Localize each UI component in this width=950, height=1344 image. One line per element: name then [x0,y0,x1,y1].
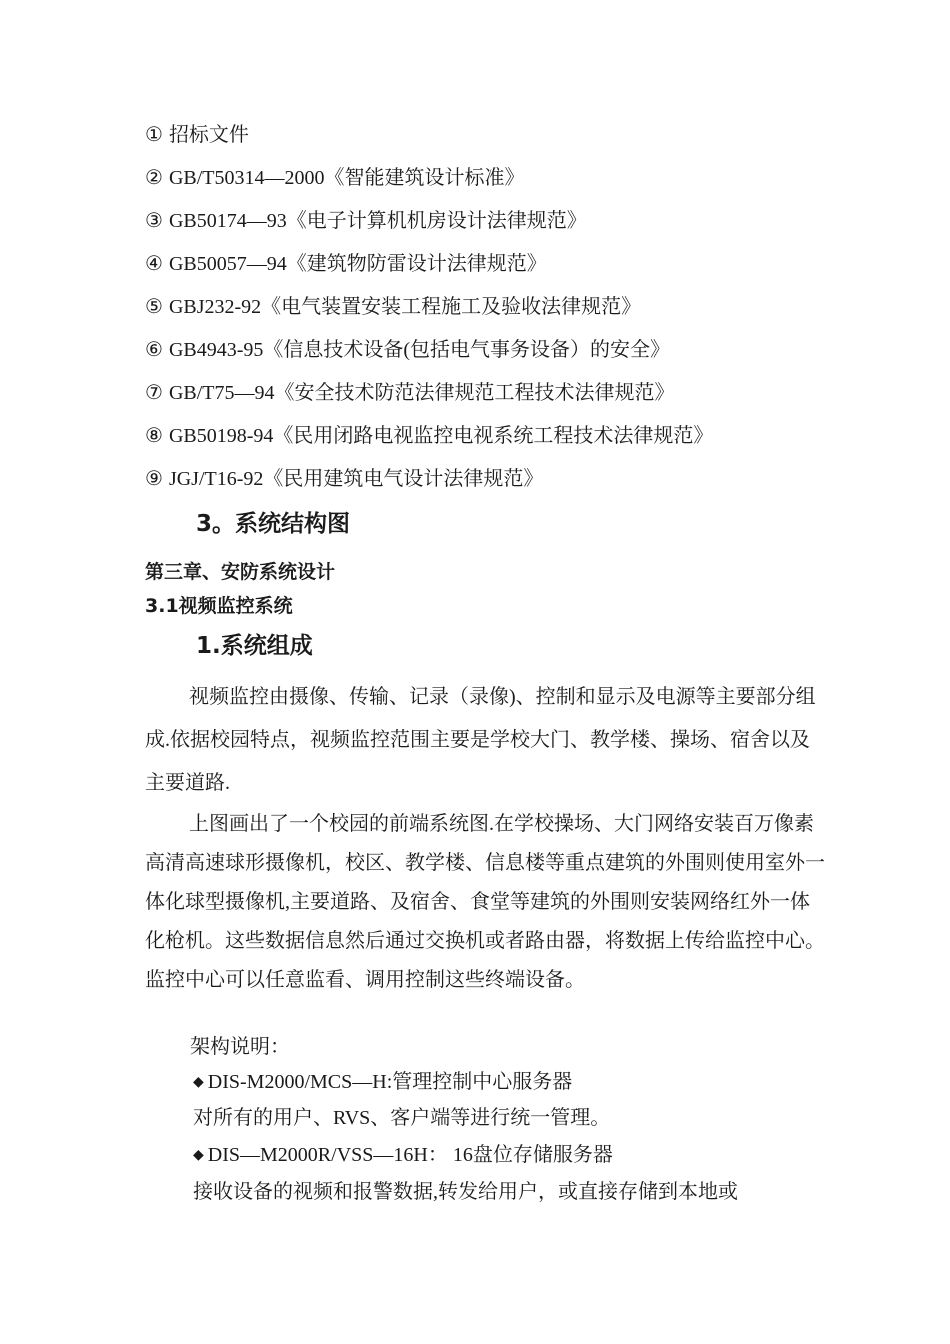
reference-item [145,418,713,461]
reference-text: GB50198-94《民用闭路电视监控电视系统工程技术法律规范》 [168,425,714,447]
reference-item [145,289,713,332]
architecture-item-desc: 对所有的用户、RVS、客户端等进行统一管理。 [193,1107,611,1129]
reference-number: ① [145,124,163,146]
reference-text: GB/T75—94《安全技术防范法律规范工程技术法律规范》 [168,382,675,404]
reference-text: 招标文件 [168,124,249,146]
architecture-item-desc: 接收设备的视频和报警数据,转发给用户，或直接存储到本地或 [193,1181,738,1203]
reference-item [145,117,713,160]
reference-item [145,203,713,246]
reference-number: ⑤ [145,296,163,318]
reference-item [145,160,713,203]
section-heading: 3。系统结构图 [196,511,351,537]
body-paragraph: 视频监控由摄像、传输、记录（录像)、控制和显示及电源等主要部分组成.依据校园特点，视频监控范围主要是学校大门、教学楼、操场、宿舍以及主要道路. [145,686,816,794]
reference-item [145,375,713,418]
item-title-text: DIS-M2000/MCS—H:管理控制中心服务器 [207,1071,573,1093]
reference-item [145,246,713,289]
body-paragraph: 上图画出了一个校园的前端系统图.在学校操场、大门网络安装百万像素高清高速球形摄像机，校区、教学楼、信息楼等重点建筑的外围则使用室外一体化球型摄像机,主要道路、及宿舍、食堂等建筑的外围则安装网络红外一体化枪机。这些数据信息然后通过交换机或者路由器，将数据上传给监控中心。监控中心可以任意监看、调用控制这些终端设备。 [145,813,825,991]
reference-text: JGJ/T16-92《民用建筑电气设计法律规范》 [168,468,544,490]
reference-number: ③ [145,210,163,232]
diamond-bullet-icon: ◆ [193,1148,204,1163]
reference-text: GB50057—94《建筑物防雷设计法律规范》 [168,253,547,275]
subsection-heading: 3.1视频监控系统 [145,595,293,617]
architecture-label: 架构说明： [190,1036,290,1058]
architecture-item-title [193,1138,613,1173]
reference-item [145,461,713,504]
reference-text: GB50174—93《电子计算机机房设计法律规范》 [168,210,587,232]
composition-heading: 1.系统组成 [196,633,313,659]
reference-number: ⑦ [145,382,163,404]
reference-item [145,332,713,375]
reference-list [145,117,713,504]
item-title-text: DIS—M2000R/VSS—16H： 16盘位存储服务器 [207,1144,613,1166]
diamond-bullet-icon: ◆ [193,1075,204,1090]
reference-text: GB/T50314—2000《智能建筑设计标准》 [168,167,525,189]
reference-number: ④ [145,253,163,275]
architecture-item-title [193,1065,572,1100]
reference-number: ② [145,167,163,189]
reference-number: ⑥ [145,339,163,361]
reference-number: ⑧ [145,425,163,447]
reference-text: GBJ232-92《电气装置安装工程施工及验收法律规范》 [168,296,642,318]
reference-text: GB4943-95《信息技术设备(包括电气事务设备）的安全》 [168,339,671,361]
reference-number: ⑨ [145,468,163,490]
chapter-heading: 第三章、安防系统设计 [145,561,336,583]
